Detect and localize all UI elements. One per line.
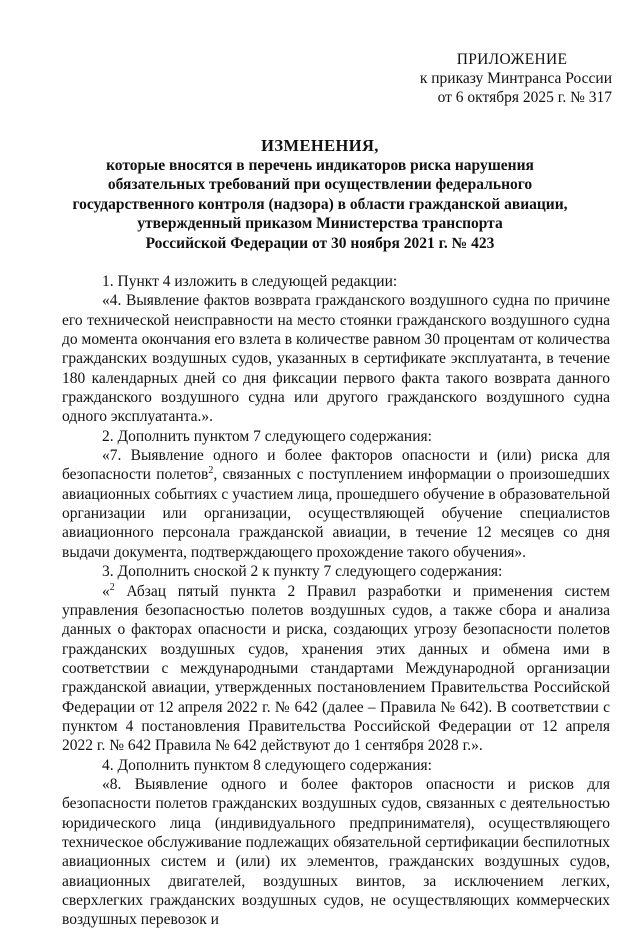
appendix-order-line: к приказу Минтранса России [419, 70, 612, 87]
footnote-text [62, 582, 610, 756]
appendix-date-line: от 6 октября 2025 г. № 317 [437, 89, 612, 106]
paragraph-item-1-text: «4. Выявление фактов возврата гражданского воздушного судна по причине его технической неисправности на место стоянки гражданского воздушного судна до момента окончания его взлета в количестве равном 30 процентам от количества гражданских воздушных судов, указанных в сертификате эксплуатанта, в течение 180 календарных дней со дня фиксации первого факта такого возврата данного гражданского воздушного судна или другого гражданского воздушного судна одного эксплуатанта.». [62, 292, 610, 426]
text-fragment: «7. Выявление одного и более факторов опасности и (или) риска для безопасности полетов [62, 447, 610, 484]
heading-line: государственного контроля (надзора) в области гражданской авиации, [72, 195, 568, 213]
document-heading [60, 136, 580, 254]
paragraph-item-2-text [62, 446, 610, 562]
footnote-ref: 2 [109, 581, 115, 593]
paragraph-item-4: 4. Дополнить пунктом 8 следующего содержания: [102, 756, 432, 774]
heading-line: Российской Федерации от 30 ноября 2021 г. № 423 [145, 234, 495, 252]
appendix-title: ПРИЛОЖЕНИЕ [456, 51, 568, 68]
paragraph-item-2: 2. Дополнить пунктом 7 следующего содержания: [102, 427, 432, 445]
heading-line: обязательных требований при осуществлении федерального [107, 176, 533, 194]
heading-main: ИЗМЕНЕНИЯ, [261, 136, 379, 155]
document-body [62, 272, 610, 930]
text-fragment: , связанных с поступлением информации о произошедших авиационных событиях с участием лица, прошедшего обучение в образовательной организации или организации, осуществляющей обучение специалистов авиационного персонала гражданской авиации, в течение 12 месяцев со дня выдачи документа, подтверждающего прохождение такого обучения». [62, 466, 611, 561]
paragraph-item-3: 3. Дополнить сноской 2 к пункту 7 следующего содержания: [102, 563, 503, 581]
text-fragment: « [102, 582, 110, 600]
heading-line: которые вносятся в перечень индикаторов риска нарушения [106, 156, 534, 174]
footnote-ref: 2 [208, 465, 214, 477]
heading-line: утвержденный приказом Министерства транспорта [137, 215, 503, 233]
appendix-header [352, 50, 612, 107]
paragraph-item-1: 1. Пункт 4 изложить в следующей редакции: [102, 273, 398, 290]
paragraph-item-4-text: «8. Выявление одного и более факторов опасности и рисков для безопасности полетов гражданских воздушных судов, связанных с деятельностью юридического лица (индивидуального предпринимателя), осуществляющего техническое обслуживание подлежащих обязательной сертификации беспилотных авиационных систем и (или) их элементов, гражданских воздушных судов, авиационных двигателей, воздушных винтов, за исключением легких, сверхлегких гражданских воздушных судов, не осуществляющих коммерческих воздушных перевозок и [62, 775, 610, 929]
text-fragment: Абзац пятый пункта 2 Правил разработки и применения систем управления безопасностью полетов воздушных судов, а также сбора и анализа данных о факторах опасности и риска, создающих угрозу безопасности полетов гражданских воздушных судов, хранения этих данных и обмена ими в соответствии с международными стандартами Международной организации гражданской авиации, утвержденных постановлением Правительства Российской Федерации от 12 апреля 2022 г. № 642 (далее – Правила № 642). В соответствии с пунктом 4 постановления Правительства Российской Федерации от 12 апреля 2022 г. № 642 Правила № 642 действуют до 1 сентября 2028 г.». [62, 582, 610, 755]
